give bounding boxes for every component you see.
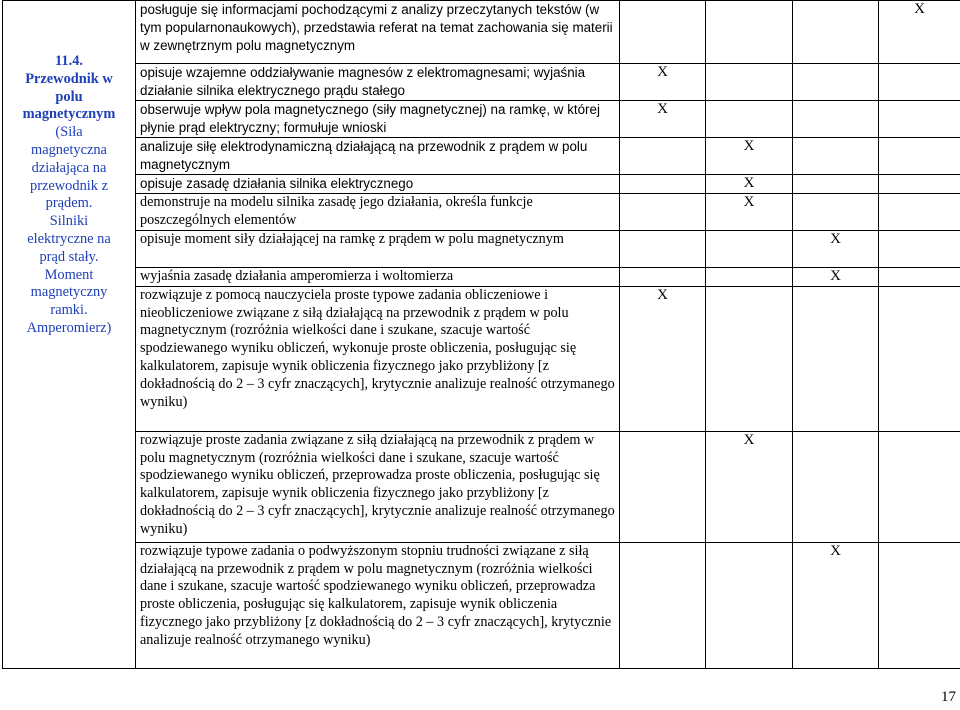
table-body [3, 1, 960, 669]
level-cell-1 [620, 268, 706, 287]
level-mark: X [914, 1, 925, 17]
level-cell-3 [793, 138, 879, 175]
level-cell-2 [706, 101, 793, 138]
level-cell-4 [879, 286, 960, 431]
requirement-description: rozwiązuje proste zadania związane z siłą działającą na przewodnik z prądem w polu magnetycznym (rozróżnia wielkości dane i szukane, szacuje wartość spodziewanego wyniku obliczeń, przeprowadza proste obliczenia, posługując się kalkulatorem, zapisuje wynik obliczenia fizycznego jako przybliżony [z dokładnością do 2 – 3 cyfr znaczących], krytycznie analizuje realność otrzymanego wyniku) [136, 431, 620, 542]
topic-subtitle-line: (Siła [55, 124, 83, 141]
topic-cell [3, 1, 136, 669]
topic-subtitle-line: prąd stały. [39, 248, 99, 265]
topic-subtitle-line: Silniki [49, 213, 89, 230]
level-cell-1 [620, 286, 706, 431]
level-cell-4 [879, 542, 960, 668]
level-mark: X [657, 286, 668, 303]
table-row [3, 194, 960, 231]
table-row [3, 542, 960, 668]
level-cell-3 [793, 231, 879, 268]
level-cell-4 [879, 431, 960, 542]
page-number: 17 [941, 689, 956, 705]
level-cell-3 [793, 1, 879, 64]
level-mark: X [743, 175, 755, 191]
level-cell-3 [793, 175, 879, 194]
topic-subtitle-line: elektryczne na [27, 230, 111, 247]
level-mark: X [743, 194, 755, 210]
table-row [3, 286, 960, 431]
level-cell-4 [879, 101, 960, 138]
level-cell-1 [620, 1, 706, 64]
level-cell-4 [879, 268, 960, 287]
level-cell-3 [793, 542, 879, 668]
level-cell-4 [879, 64, 960, 101]
topic-title-line: polu [55, 88, 83, 105]
topic-subtitle-line: Moment [44, 266, 94, 283]
level-cell-4 [879, 194, 960, 231]
topic-subtitle-line: Amperomierz) [26, 319, 112, 336]
requirement-description: wyjaśnia zasadę działania amperomierza i woltomierza [136, 268, 620, 287]
level-cell-2 [706, 286, 793, 431]
level-cell-1 [620, 175, 706, 194]
requirement-description: obserwuje wpływ pola magnetycznego (siły magnetycznej) na ramkę, w której płynie prąd elektryczny; formułuje wnioski [136, 101, 620, 138]
level-cell-4 [879, 138, 960, 175]
level-mark: X [743, 431, 755, 448]
level-cell-3 [793, 268, 879, 287]
level-mark: X [657, 64, 668, 80]
topic-subtitle-line: działająca na [31, 159, 107, 176]
level-mark: X [743, 138, 755, 154]
table-row [3, 231, 960, 268]
requirement-description: opisuje wzajemne oddziaływanie magnesów z elektromagnesami; wyjaśnia działanie silnika elektrycznego prądu stałego [136, 64, 620, 101]
level-mark: X [830, 231, 841, 247]
requirement-description: demonstruje na modelu silnika zasadę jego działania, określa funkcje poszczególnych elementów [136, 194, 620, 231]
topic-subtitle-line: magnetyczny [30, 284, 108, 301]
level-mark: X [657, 101, 668, 117]
topic-subtitle-line: przewodnik z [30, 177, 108, 194]
table-row [3, 1, 960, 64]
table-row [3, 268, 960, 287]
topic-title-line: magnetycznym [22, 106, 116, 123]
level-cell-2 [706, 194, 793, 231]
level-mark: X [830, 268, 841, 284]
level-cell-2 [706, 231, 793, 268]
level-cell-3 [793, 286, 879, 431]
level-cell-2 [706, 64, 793, 101]
topic-subtitle-line: prądem. [45, 195, 93, 212]
level-cell-2 [706, 1, 793, 64]
topic-subtitle-line: ramki. [50, 302, 88, 319]
level-cell-3 [793, 64, 879, 101]
level-cell-4 [879, 231, 960, 268]
level-cell-1 [620, 138, 706, 175]
level-cell-1 [620, 231, 706, 268]
level-cell-1 [620, 101, 706, 138]
table-row [3, 101, 960, 138]
table-row [3, 431, 960, 542]
table-row [3, 138, 960, 175]
level-cell-2 [706, 431, 793, 542]
level-cell-1 [620, 64, 706, 101]
requirement-description: rozwiązuje z pomocą nauczyciela proste typowe zadania obliczeniowe i nieobliczeniowe związane z siłą działającą na przewodnik z prądem w polu magnetycznym (rozróżnia wielkości dane i szukane, szacuje wartość spodziewanego wyniku obliczeń, wykonuje proste obliczenia, posługując się kalkulatorem, zapisuje wynik obliczenia fizycznego jako przybliżony [z dokładnością do 2 – 3 cyfr znaczących], krytycznie analizuje realność otrzymanego wyniku) [136, 286, 620, 431]
level-cell-1 [620, 431, 706, 542]
level-cell-2 [706, 138, 793, 175]
topic-title-line: Przewodnik w [25, 70, 113, 87]
level-cell-4 [879, 1, 960, 64]
level-cell-3 [793, 194, 879, 231]
requirement-description: opisuje moment siły działającej na ramkę z prądem w polu magnetycznym [136, 231, 620, 268]
level-cell-2 [706, 175, 793, 194]
requirements-table [2, 0, 960, 669]
level-cell-4 [879, 175, 960, 194]
topic-number: 11.4. [55, 53, 83, 69]
requirement-description: posługuje się informacjami pochodzącymi z analizy przeczytanych tekstów (w tym popularnonaukowych), przedstawia referat na temat zachowania się materii w zewnętrznym polu magnetycznym [136, 1, 620, 64]
table-row [3, 175, 960, 194]
level-cell-2 [706, 268, 793, 287]
level-cell-3 [793, 101, 879, 138]
requirement-description: opisuje zasadę działania silnika elektrycznego [136, 175, 620, 194]
requirement-description: analizuje siłę elektrodynamiczną działającą na przewodnik z prądem w polu magnetycznym [136, 138, 620, 175]
level-cell-3 [793, 431, 879, 542]
level-mark: X [830, 542, 841, 559]
topic-subtitle-line: magnetyczna [31, 141, 107, 158]
table-row [3, 64, 960, 101]
requirement-description: rozwiązuje typowe zadania o podwyższonym stopniu trudności związane z siłą działającą na przewodnik z prądem w polu magnetycznym (rozróżnia wielkości dane i szukane, szacuje wartość spodziewanego wyniku obliczeń, przeprowadza proste obliczenia, posługując się kalkulatorem, zapisuje wynik obliczenia fizycznego jako przybliżony [z dokładnością do 2 – 3 cyfr znaczących], krytycznie analizuje realność otrzymanego wyniku) [136, 542, 620, 668]
level-cell-1 [620, 194, 706, 231]
level-cell-2 [706, 542, 793, 668]
level-cell-1 [620, 542, 706, 668]
